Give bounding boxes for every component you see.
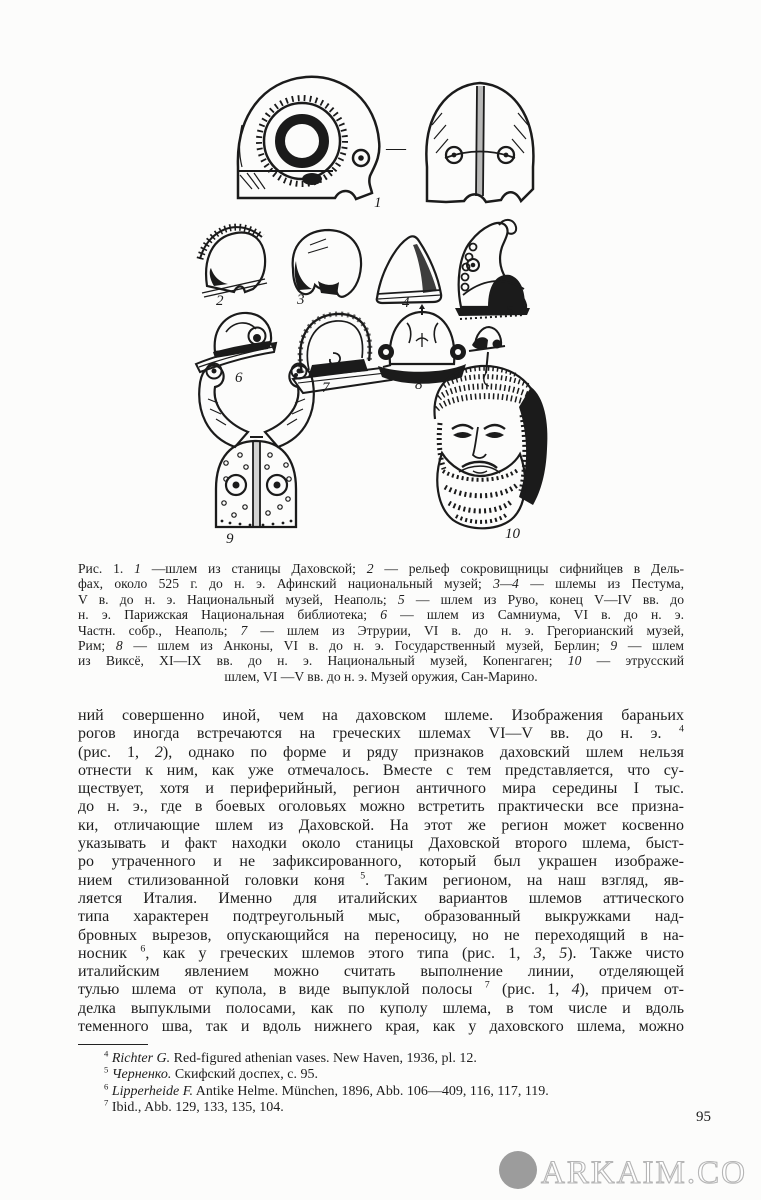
helmet-7-illustration — [293, 314, 391, 393]
text-line: $^4$ Richter G. Red-figured athenian vases. New Haven, 1936, pl. 12. — [104, 1048, 477, 1066]
figure-label-9: 9 — [226, 531, 234, 547]
text-line: ки, отличающие шлем из Даховской. На этот же регион может косвенно — [78, 816, 684, 834]
text-line: бровных вырезов, опускающийся на переносицу, но не переходящий в на- — [78, 926, 684, 944]
figure-label-10: 10 — [505, 526, 520, 542]
text-line: делка выпуклыми полосами, как по куполу шлема, в том числе и вдоль — [78, 999, 684, 1017]
helmet-4-illustration — [377, 236, 441, 303]
text-line: V в. до н. э. Национальный музей, Неаполь; 5 — шлем из Руво, конец V—IV вв. до — [78, 591, 684, 607]
text-line: шлем, VI —V вв. до н. э. Музей оружия, Сан-Марино. — [224, 668, 538, 684]
figure-label-6: 6 — [235, 370, 243, 386]
watermark-logo — [497, 1143, 761, 1193]
figure-label-5: 5 — [506, 303, 514, 319]
text-line: Рим; 8 — шлем из Анконы, VI в. до н. э. Государственный музей, Берлин; 9 — шлем — [78, 638, 684, 654]
text-line: ро утраченного и не зафиксированного, который был украшен изображе- — [78, 853, 684, 871]
figure-label-7: 7 — [322, 380, 330, 396]
helmet-1-front-illustration — [426, 83, 533, 202]
text-line: тулью шлема от купола, в виде выпуклой полосы $^7$ (рис. 1, 4), причем от- — [78, 980, 684, 999]
figure-label-2: 2 — [216, 293, 224, 309]
helmet-3-illustration — [293, 230, 361, 297]
helmet-2-illustration — [200, 227, 267, 297]
page-number: 95 — [696, 1109, 711, 1125]
figure-label-4: 4 — [402, 295, 410, 311]
text-line: $^7$ Ibid., Abb. 129, 133, 135, 104. — [104, 1097, 284, 1115]
helmet-5-illustration — [455, 220, 530, 319]
text-line: отнести к ним, как уже отмечалось. Вместе с тем представляется, что су- — [78, 761, 684, 779]
helmet-10-illustration — [434, 327, 547, 528]
text-line: фах, около 525 г. до н. э. Афинский национальный музей; 3—4 — шлемы из Пестума, — [78, 576, 684, 592]
helmet-6-illustration — [196, 313, 276, 372]
helmet-1-side-illustration — [238, 77, 379, 199]
text-line: $^6$ Lipperheide F. Antike Helme. München, 1896, Abb. 106—409, 116, 117, 119. — [104, 1080, 549, 1099]
text-line: Рис. 1. 1 —шлем из станицы Даховской; 2 — рельеф сокровищницы сифнийцев в Дель- — [78, 561, 685, 576]
figure-label-3: 3 — [297, 292, 305, 308]
text-line: теменного шва, так и вдоль нижнего края, как у даховского шлема, можно — [78, 1018, 684, 1036]
text-line: до н. э., где в боевых оголовьях можно встретить практически все призна- — [78, 798, 684, 816]
text-line: Частн. собр., Неаполь; 7 — шлем из Этрурии, VI в. до н. э. Грегорианский музей, — [78, 622, 684, 638]
text-line: из Виксё, XI—IX вв. до н. э. Национальный музей, Копенгаген; 10 — этрусский — [78, 653, 685, 669]
helmet-8-illustration — [378, 304, 466, 384]
body-paragraph — [78, 707, 684, 1036]
text-line: (рис. 1, 2), однако по форме и ряду признаков даховский шлем нельзя — [78, 743, 684, 761]
text-line: рогов иногда встречаются на греческих шлемах VI—V вв. до н. э. $^4$ — [78, 723, 684, 743]
text-line: типа характерен подтреугольный мыс, образованный выкружками над- — [78, 908, 684, 926]
watermark-circle-icon — [499, 1151, 537, 1189]
text-line: ществует, хотя и периферийный, регион античного мира середины I тыс. — [78, 780, 684, 798]
text-line: нием стилизованной головки коня $^5$. Таким регионом, на наш взгляд, яв- — [78, 870, 685, 889]
text-line: ний совершенно иной, чем на даховском шлеме. Изображения бараньих — [78, 707, 684, 724]
footnote-divider — [78, 1044, 148, 1045]
helmet-9-illustration — [199, 364, 314, 528]
text-line: н. э. Парижская Национальная библиотека; 6 — шлем из Самниума, VI в. до н. э. — [78, 607, 684, 623]
text-line: указывать и факт находки около станицы Даховской второго шлема, быст- — [78, 835, 684, 853]
figure-caption — [78, 561, 684, 684]
footnotes — [78, 1048, 684, 1116]
text-line: италийским явлением можно считать выполнение линии, отделяющей — [78, 963, 684, 981]
text-line: $^5$ Черненко. Скифский доспех, с. 95. — [104, 1064, 318, 1083]
figure-label-1: 1 — [374, 195, 382, 211]
text-line: ляется Италия. Именно для италийских вариантов шлемов аттического — [78, 889, 684, 907]
text-line: носник $^6$, как у греческих шлемов этого типа (рис. 1, 3, 5). Также чисто — [78, 943, 685, 962]
watermark-text: ARKAIM.CO — [541, 1155, 747, 1191]
figure-1-dash: — — [386, 137, 406, 159]
figure-label-8: 8 — [415, 377, 423, 393]
figure-1-helmet-illustrations — [150, 55, 630, 560]
